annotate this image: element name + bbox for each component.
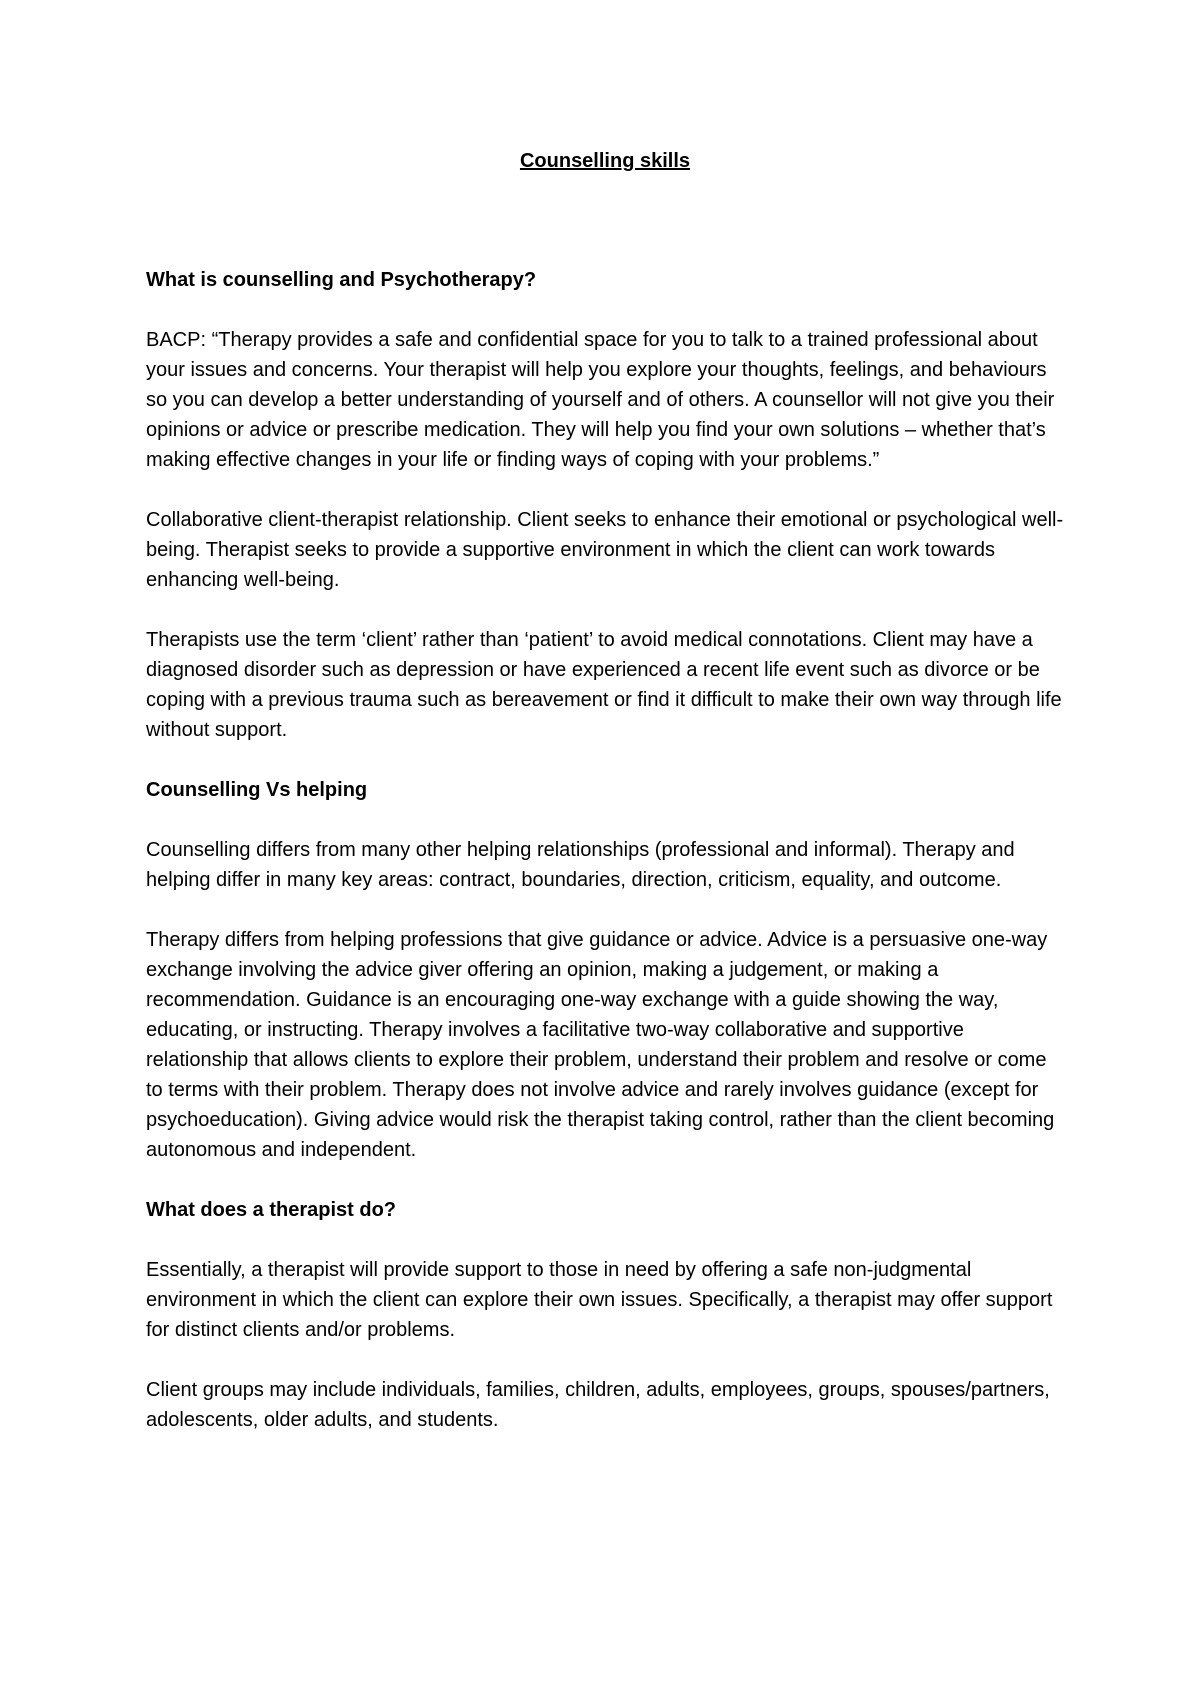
spacer (146, 1225, 1064, 1255)
spacer (146, 1165, 1064, 1195)
document-body (146, 146, 1064, 1435)
spacer (146, 745, 1064, 775)
paragraph-therapy-differs: Therapy differs from helping professions that give guidance or advice. Advice is a persuasive one-way exchange involving the advice giver offering an opinion, making a judgement, or making a recommendation. Guidance is an encouraging one-way exchange with a guide showing the way, educating, or instructing. Therapy involves a facilitative two-way collaborative and supportive relationship that allows clients to explore their problem, understand their problem and resolve or come to terms with their problem. Therapy does not involve advice and rarely involves guidance (except for psychoeducation). Giving advice would risk the therapist taking control, rather than the client becoming autonomous and independent. (146, 929, 1055, 1161)
document-title: Counselling skills (519, 150, 691, 172)
paragraph-collaborative-relationship: Collaborative client-therapist relationship. Client seeks to enhance their emotional or psychological well-being. Therapist seeks to provide a supportive environment in which the client can work towards enhancing well-being. (146, 509, 1064, 591)
spacer (146, 1345, 1064, 1375)
spacer (146, 595, 1064, 625)
section-heading-counselling-vs-helping: Counselling Vs helping (146, 779, 368, 801)
spacer (146, 895, 1064, 925)
section-heading-therapist-role: What does a therapist do? (146, 1199, 397, 1221)
paragraph-bacp-quote: BACP: “Therapy provides a safe and confidential space for you to talk to a trained professional about your issues and concerns. Your therapist will help you explore your thoughts, feelings, and behaviours so you can develop a better understanding of yourself and of others. A counsellor will not give you their opinions or advice or prescribe medication. They will help you find your own solutions – whether that’s making effective changes in your life or finding ways of coping with your problems.” (146, 329, 1055, 471)
paragraph-therapist-support: Essentially, a therapist will provide support to those in need by offering a safe non-judgmental environment in which the client can explore their own issues. Specifically, a therapist may offer support for distinct clients and/or problems. (146, 1259, 1053, 1341)
spacer (146, 475, 1064, 505)
spacer (146, 295, 1064, 325)
paragraph-counselling-differs: Counselling differs from many other helping relationships (professional and informal). Therapy and helping differ in many key areas: contract, boundaries, direction, criticism, equality, and outcome. (146, 839, 1015, 891)
spacer (146, 805, 1064, 835)
paragraph-client-term: Therapists use the term ‘client’ rather than ‘patient’ to avoid medical connotations. Client may have a diagnosed disorder such as depression or have experienced a recent life event such as divorce or be coping with a previous trauma such as bereavement or find it difficult to make their own way through life without support. (146, 629, 1062, 741)
paragraph-client-groups: Client groups may include individuals, families, children, adults, employees, groups, spouses/partners, adolescents, older adults, and students. (146, 1379, 1050, 1431)
spacer (146, 176, 1064, 265)
section-heading-counselling-psychotherapy: What is counselling and Psychotherapy? (146, 269, 537, 291)
